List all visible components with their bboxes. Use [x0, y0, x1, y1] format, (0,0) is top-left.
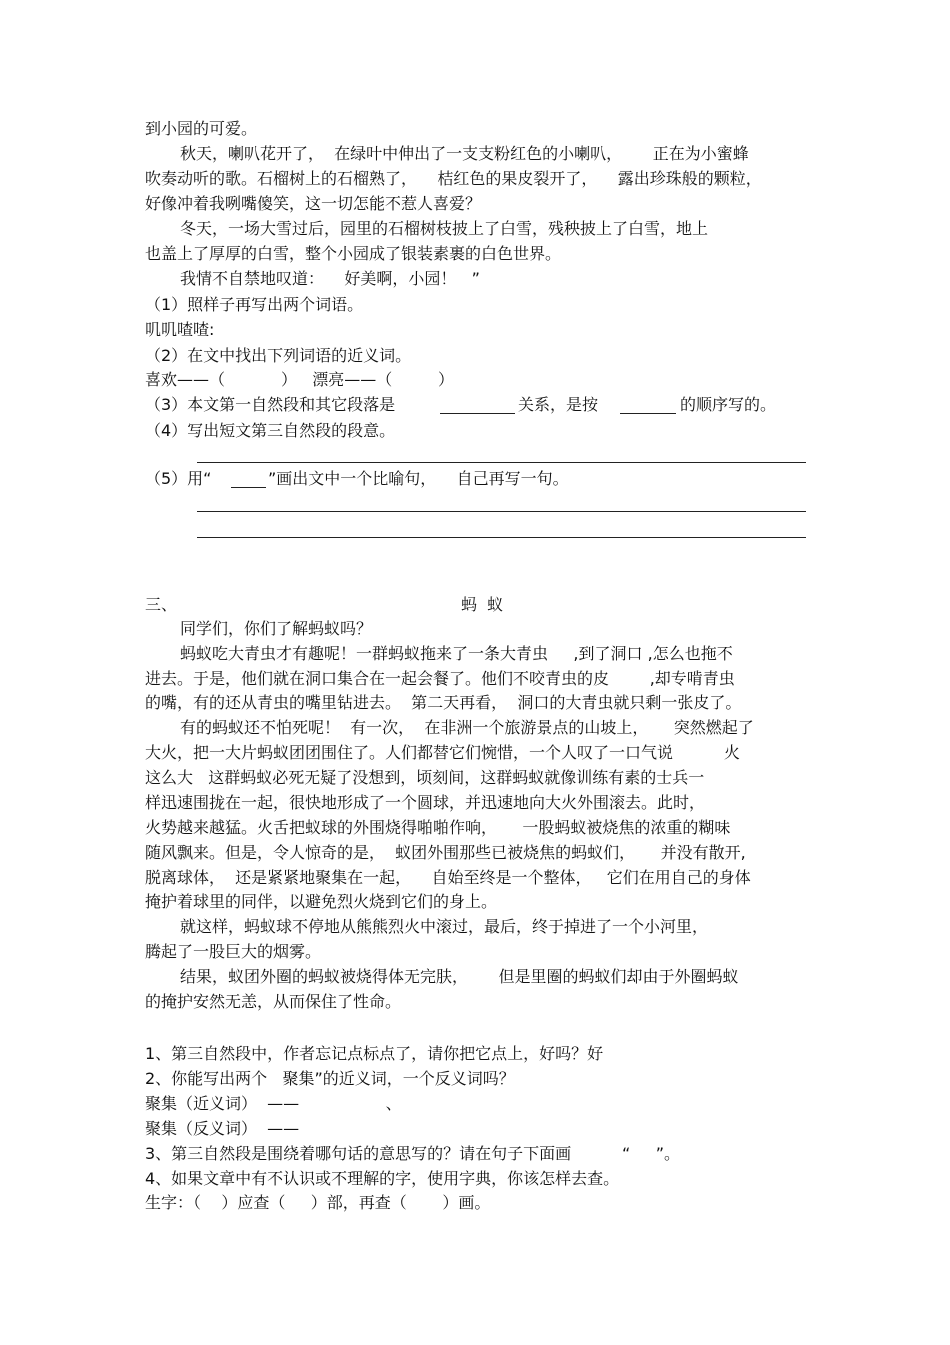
- question-2-blanks: 喜欢——（ ） 漂亮——（ ）: [145, 370, 454, 389]
- paragraph-line: 有的蚂蚁还不怕死呢！ 有一次， 在非洲一个旅游景点的山坡上， 突然燃起了: [180, 718, 754, 737]
- question-line: 2、你能写出两个 聚集”的近义词，一个反义词吗？: [145, 1069, 515, 1088]
- paragraph-line: 好像冲着我咧嘴傻笑，这一切怎能不惹人喜爱？: [145, 194, 482, 213]
- question-2: （2）在文中找出下列词语的近义词。: [145, 346, 412, 365]
- paragraph-line: 蚂蚁吃大青虫才有趣呢！一群蚂蚁拖来了一条大青虫 ,到了洞口 ,怎么也拖不: [180, 644, 733, 663]
- passage-title: 蚂 蚁: [461, 595, 504, 614]
- question-1: （1）照样子再写出两个词语。: [145, 295, 364, 314]
- question-line: 聚集（近义词） —— 、: [145, 1094, 402, 1113]
- paragraph-line: 进去。于是，他们就在洞口集合在一起会餐了。他们不咬青虫的皮 ,却专啃青虫: [145, 669, 735, 688]
- question-1-example: 叽叽喳喳:: [145, 320, 215, 339]
- paragraph-line: 掩护着球里的同伴，以避免烈火烧到它们的身上。: [145, 892, 498, 911]
- section-label: 三、: [145, 595, 178, 614]
- paragraph-line: 秋天，喇叭花开了， 在绿叶中伸出了一支支粉红色的小喇叭， 正在为小蜜蜂: [180, 144, 749, 163]
- paragraph-line: 到小园的可爱。: [145, 119, 258, 138]
- question-line: 生字：（ ）应查（ ）部，再查（ ）画。: [145, 1193, 491, 1212]
- paragraph-line: 我情不自禁地叹道： 好美啊，小园！ ”: [180, 269, 480, 288]
- paragraph-line: 的掩护安然无恙，从而保住了性命。: [145, 992, 402, 1011]
- answer-line[interactable]: [197, 511, 806, 512]
- answer-line[interactable]: [197, 537, 806, 538]
- paragraph-line: 腾起了一股巨大的烟雾。: [145, 942, 322, 961]
- paragraph-line: 大火，把一大片蚂蚁团团围住了。人们都替它们惋惜，一个人叹了一口气说 火: [145, 743, 740, 762]
- paragraph-line: 火势越来越猛。火舌把蚁球的外围烧得啪啪作响， 一股蚂蚁被烧焦的浓重的糊味: [145, 818, 731, 837]
- paragraph-line: 结果，蚁团外圈的蚂蚁被烧得体无完肤， 但是里圈的蚂蚁们却由于外圈蚂蚁: [180, 967, 739, 986]
- paragraph-line: 的嘴，有的还从青虫的嘴里钻进去。 第二天再看， 洞口的大青虫就只剩一张皮了。: [145, 693, 742, 712]
- paragraph-line: 同学们，你们了解蚂蚁吗？: [180, 619, 373, 638]
- question-line: 3、第三自然段是围绕着哪句话的意思写的？请在句子下面画 “ ”。: [145, 1144, 681, 1163]
- paragraph-line: 这么大 这群蚂蚁必死无疑了没想到，顷刻间，这群蚂蚁就像训练有素的士兵一: [145, 768, 705, 787]
- paragraph-line: 吹奏动听的歌。石榴树上的石榴熟了， 桔红色的果皮裂开了， 露出珍珠般的颗粒，: [145, 169, 762, 188]
- paragraph-line: 样迅速围拢在一起，很快地形成了一个圆球，并迅速地向大火外围滚去。此时，: [145, 793, 706, 812]
- question-3-part-c: 的顺序写的。: [680, 395, 777, 414]
- paragraph-line: 脱离球体， 还是紧紧地聚集在一起， 自始至终是一个整体， 它们在用自己的身体: [145, 868, 751, 887]
- question-line: 1、第三自然段中，作者忘记点标点了，请你把它点上，好吗？好: [145, 1044, 604, 1063]
- question-line: 聚集（反义词） ——: [145, 1119, 300, 1138]
- question-3-part-a: （3）本文第一自然段和其它段落是: [145, 395, 396, 414]
- answer-line[interactable]: [197, 462, 806, 463]
- question-5-part-a: （5）用“: [145, 469, 212, 488]
- paragraph-line: 也盖上了厚厚的白雪，整个小园成了银装素裹的白色世界。: [145, 244, 562, 263]
- question-line: 4、如果文章中有不认识或不理解的字，使用字典，你该怎样去查。: [145, 1169, 620, 1188]
- answer-blank[interactable]: [620, 413, 676, 414]
- paragraph-line: 随风飘来。但是，令人惊奇的是， 蚁团外围那些已被烧焦的蚂蚁们， 并没有散开,: [145, 843, 746, 862]
- answer-blank[interactable]: [231, 487, 266, 488]
- question-3-part-b: 关系，是按: [518, 395, 599, 414]
- question-5-part-b: ”画出文中一个比喻句， 自己再写一句。: [268, 469, 569, 488]
- question-4: （4）写出短文第三自然段的段意。: [145, 421, 396, 440]
- paragraph-line: 冬天，一场大雪过后，园里的石榴树枝披上了白雪，残秧披上了白雪，地上: [180, 219, 709, 238]
- paragraph-line: 就这样，蚂蚁球不停地从熊熊烈火中滚过，最后，终于掉进了一个小河里，: [180, 917, 709, 936]
- answer-blank[interactable]: [440, 413, 515, 414]
